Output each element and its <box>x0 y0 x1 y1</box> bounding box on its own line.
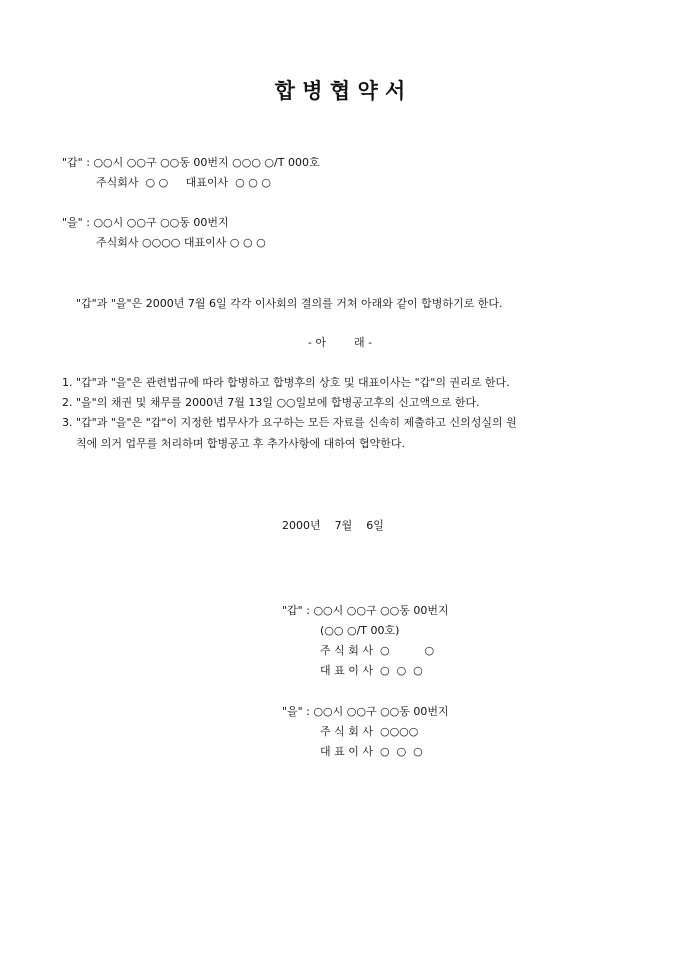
clause-2: 2. "을"의 채권 및 채무를 2000년 7월 13일 ○○일보에 합병공고후의 신고액으로 한다. <box>62 396 480 409</box>
clause-1: 1. "갑"과 "을"은 관련법규에 따라 합병하고 합병후의 상호 및 대표이사는 "갑"의 권리로 한다. <box>62 376 510 389</box>
intro-paragraph: "갑"과 "을"은 2000년 7월 6일 각각 이사회의 결의를 거쳐 아래와 같이 합병하기로 한다. <box>76 297 503 310</box>
contract-date: 2000년 7월 6일 <box>282 519 384 532</box>
sign-eul-address: "을" : ○○시 ○○구 ○○동 00번지 <box>282 705 449 718</box>
sign-eul-ceo: 대 표 이 사 ○ ○ ○ <box>320 745 423 758</box>
party-eul-address: "을" : ○○시 ○○구 ○○동 00번지 <box>62 216 229 229</box>
sign-gap-company: 주 식 회 사 ○ ○ <box>320 644 435 657</box>
clause-3-continued: 칙에 의거 업무를 처리하며 합병공고 후 추가사항에 대하여 협약한다. <box>76 437 405 450</box>
party-gap-representative: 주식회사 ○ ○ 대표이사 ○ ○ ○ <box>96 176 271 189</box>
party-gap-address: "갑" : ○○시 ○○구 ○○동 00번지 ○○○ ○/T 000호 <box>62 156 320 169</box>
sign-gap-ceo: 대 표 이 사 ○ ○ ○ <box>320 664 423 677</box>
party-eul-representative: 주식회사 ○○○○ 대표이사 ○ ○ ○ <box>96 236 266 249</box>
document-title: 합 병 협 약 서 <box>274 78 406 103</box>
sign-gap-unit: (○○ ○/T 00호) <box>320 624 400 637</box>
clause-3: 3. "갑"과 "을"은 "갑"이 지정한 법무사가 요구하는 모든 자료를 신속히 제출하고 신의성실의 원 <box>62 416 517 429</box>
sign-gap-address: "갑" : ○○시 ○○구 ○○동 00번지 <box>282 604 449 617</box>
sign-eul-company: 주 식 회 사 ○○○○ <box>320 725 419 738</box>
section-heading: - 아 래 - <box>307 336 373 349</box>
